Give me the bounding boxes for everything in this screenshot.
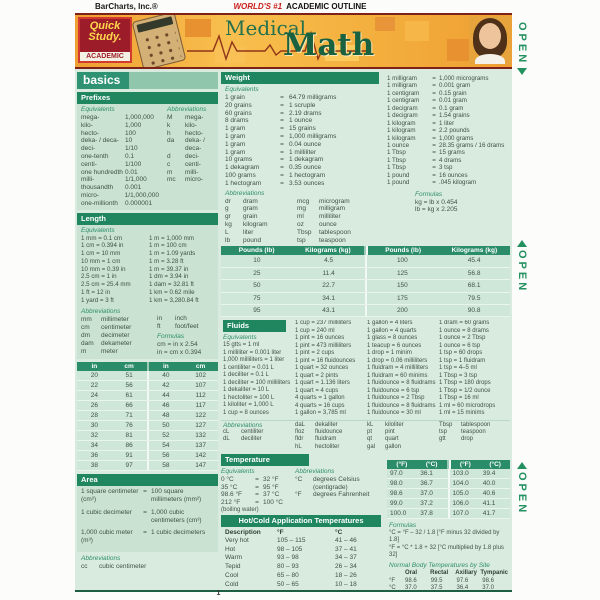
list-item: cc cubic centimeter — [81, 563, 147, 571]
list-item: Tbsp tablespoon — [297, 228, 351, 236]
list-item: 60 grains = 2.19 drams — [225, 109, 322, 117]
prefixes-section — [77, 92, 218, 210]
quickstudy-logo — [78, 17, 132, 63]
list-item: 212 °F = 100 °C — [221, 499, 283, 507]
column-header — [389, 570, 405, 578]
list-item: 1 milliliter = 0.001 liter — [223, 349, 282, 356]
list-item: gr grain — [225, 213, 258, 221]
list-item: mega- 1,000,000 — [81, 114, 154, 121]
formula-line: °C = °F – 32 / 1.8 [°F minus 32 divided by 1.8] — [389, 529, 500, 544]
weight-section — [221, 72, 379, 244]
list-item: m milli- — [167, 168, 199, 176]
list-item: 1 teacup = 6 ounces — [367, 342, 422, 349]
list-item: in inch — [157, 315, 187, 323]
length-equivalents-col1 — [81, 235, 145, 305]
logo-word-academic: ACADEMIC — [80, 52, 130, 61]
column-header: °C — [335, 528, 343, 536]
weight-equivalents-right — [387, 72, 510, 244]
table-row: Tepid 80 – 93 26 – 34 — [225, 563, 357, 571]
list-item: 1 gram = 0.04 ounce — [225, 140, 322, 148]
list-item: 20 grains = 1 scruple — [225, 101, 316, 109]
list-item: 1 pound = .045 kilogram — [387, 179, 477, 187]
list-item: lb pound — [225, 236, 262, 244]
list-item: 1 ounce = 8 drams — [439, 327, 489, 334]
list-item: 1 decigram = 0.1 gram — [387, 104, 464, 112]
column-header: Rectal — [430, 569, 449, 576]
fluids-col2 — [295, 320, 364, 418]
list-item: Tbsp tablespoon — [439, 421, 491, 428]
list-item: pt pint — [367, 429, 395, 436]
list-item: 1 ounce = 6 tsp — [439, 342, 481, 349]
column-header: Axillary — [455, 569, 477, 576]
list-item: 4 quarts = 1 gallon — [295, 395, 345, 402]
list-item: 1 milligram = 0.001 gram — [387, 82, 471, 90]
list-item: 1 Tbsp = 4 drams — [387, 156, 462, 164]
list-item: 1 kilogram = 1 liter — [387, 119, 455, 127]
table-row: Cold 50 – 65 10 – 18 — [225, 580, 357, 588]
list-item: 1 dekaliter = 10 L — [223, 387, 270, 394]
list-item: 1 ft = 12 in — [81, 288, 111, 296]
list-item: 1 fluidounce = 2 Tbsp — [367, 395, 425, 402]
list-item: 1 quart = 4 cups — [295, 387, 339, 394]
formula-line: cm = in x 2.54 — [157, 340, 198, 348]
list-item: fldr fluidram — [295, 436, 337, 443]
arrow-down-icon — [517, 68, 527, 75]
list-item: 1 gram = 1,000 milligrams — [225, 132, 337, 140]
list-item: 1 pint = 2 cups — [295, 350, 335, 357]
list-item: 1 cup = 8 ounces — [223, 409, 269, 416]
fluids-abbreviations — [221, 420, 510, 451]
page-number: 1 — [216, 590, 221, 597]
list-item: 1 tsp = 4–5 ml — [439, 365, 477, 372]
tagline — [160, 2, 440, 11]
temperature-header: Temperature — [221, 454, 309, 466]
table-row: Hot 98 – 105 37 – 41 — [225, 545, 357, 553]
list-item: hL hectoliter — [295, 443, 340, 450]
list-item: 1 Tbsp = 3 tsp — [439, 372, 478, 379]
model-face — [479, 23, 501, 49]
list-item: floz fluidounce — [295, 429, 343, 436]
table-row: 24 61 44 112 — [77, 391, 218, 401]
hotcold-header: Hot/Cold Application Temperatures — [221, 515, 381, 527]
prefixes-equivalents — [77, 104, 159, 208]
content-area — [75, 69, 512, 591]
table-row: °F 98.6 99.5 97.6 98.6 — [389, 577, 494, 584]
list-item: 1 drop = 1 minim — [367, 350, 412, 357]
list-item: 1 m = 1,000 mm — [149, 234, 194, 242]
list-item: 1 cup = 237 milliliters — [295, 320, 352, 327]
list-item: 15 gtts = 1 ml — [223, 342, 260, 349]
list-item: 1 cubic decimeter = 1,000 cubic centimeters (cm³) — [81, 508, 202, 524]
list-item: 1 gram = 15 grains — [225, 125, 316, 133]
table-row: 26 66 46 117 — [77, 401, 218, 411]
list-item: 1 Tbsp = 3 tsp — [387, 164, 453, 172]
list-item: oz ounce — [297, 220, 337, 228]
table-row: °C 37.0 37.5 36.4 37.0 — [389, 585, 494, 591]
list-item: cL centiliter — [223, 428, 264, 435]
list-item: mc micro- — [167, 176, 204, 184]
table-row: 100.0 37.8 107.0 41.7 — [387, 509, 510, 519]
table-row: 34 86 54 137 — [77, 441, 218, 451]
column-header: (°F) — [396, 460, 408, 468]
list-item: centi- 1/100 — [81, 160, 142, 168]
list-item: 1 dm = 3.94 in — [149, 273, 189, 281]
list-item: d deci- — [167, 152, 200, 160]
basics-column — [77, 72, 218, 591]
list-item: 1 dekagram = 0.35 ounce — [225, 164, 322, 172]
body-temps-table — [387, 570, 510, 591]
tagline-worlds: WORLD'S #1 — [233, 2, 283, 11]
list-item: 8 drams = 1 ounce — [225, 117, 313, 125]
list-item: 1 m = 1.09 yards — [149, 250, 196, 258]
list-item: 1 gram = 1 milliliter — [225, 148, 317, 156]
list-item: 1 kilogram = 2.2 pounds — [387, 127, 470, 135]
temperature-section — [221, 454, 381, 591]
list-item: cm centimeter — [81, 324, 132, 332]
list-item: kL kiloliter — [367, 421, 404, 428]
open-tab — [514, 240, 530, 293]
table-row: 97.0 36.1 103.0 39.4 — [387, 469, 510, 479]
list-item: 1 cm = 0.394 in — [81, 242, 124, 250]
list-item: one-millionth 0.000001 — [81, 199, 153, 207]
list-item: 1 m = 100 cm — [149, 242, 187, 250]
list-item: 1 gallon = 4 liters — [367, 320, 413, 327]
card-title-medical: Medical — [225, 16, 307, 40]
list-item: milli- 1/1,000 — [81, 176, 147, 184]
table-row: 38 97 58 147 — [77, 461, 218, 471]
brand-text: BarCharts, Inc.® — [95, 2, 158, 11]
table-header — [221, 246, 510, 255]
model-shirt — [475, 54, 505, 64]
list-item: ft foot/feet — [157, 323, 199, 331]
list-item: deka- / deca- 10 — [81, 137, 133, 145]
column-header: Kilograms (kg) — [451, 247, 498, 255]
list-item: deci- 1/10 — [81, 145, 138, 153]
weight-abbr-col2 — [297, 198, 379, 245]
table-header — [387, 460, 510, 469]
logo-word-quick: Quick — [89, 20, 121, 32]
list-item: 1 tsp = 60 drops — [439, 350, 483, 357]
table-row: 30 76 50 127 — [77, 421, 218, 431]
abbreviations-label: Abbreviations — [225, 189, 265, 197]
list-item: 4 quarts = 16 cups — [295, 402, 345, 409]
list-item: mm millimeter — [81, 316, 129, 324]
table-row: 36 91 56 142 — [77, 451, 218, 461]
fluids-col1 — [223, 320, 292, 418]
list-item: 1 quart = 2 pints — [295, 372, 339, 379]
list-item: 1 centigram = 0.15 grain — [387, 89, 467, 97]
formula-line: kg = lb x 0.454 — [415, 198, 458, 206]
column-header: Pounds (lb) — [366, 246, 439, 255]
length-section — [77, 213, 218, 359]
formula-line: in = cm x 0.394 — [157, 348, 202, 356]
fahrenheit-celsius-table — [387, 460, 510, 519]
column-header: (°C) — [489, 460, 501, 468]
area-header: Area — [77, 474, 218, 486]
list-item: 35 °C = 95 °F — [221, 483, 279, 491]
formulas-label: Formulas — [157, 332, 185, 340]
list-item: °F degrees Fahrenheit — [295, 491, 370, 499]
list-item: gtt drop — [439, 436, 474, 443]
list-item: 1 gallon = 3,785 ml — [295, 410, 346, 417]
open-tab — [514, 462, 530, 515]
table-row: Very hot 105 – 115 41 – 46 — [225, 536, 357, 544]
column-header: cm — [112, 362, 149, 371]
length-header: Length — [77, 213, 218, 225]
list-item: 1 hectoliter = 100 L — [223, 394, 275, 401]
list-item: 1 m = 39.37 in — [149, 265, 189, 273]
arrow-up-icon — [517, 462, 527, 469]
open-label: OPEN — [516, 22, 528, 66]
list-item: 1 centiliter = 0.01 L — [223, 364, 274, 371]
list-item: 1 cup = 240 ml — [295, 327, 335, 334]
length-equivalents-col2 — [149, 235, 214, 305]
boiling-water-note: (boiling water) — [221, 506, 259, 513]
table-row: 22 56 42 107 — [77, 381, 218, 391]
list-item: 1 km = 3,280.84 ft — [149, 296, 199, 304]
list-item: 1 square centimeter (cm²) = 100 square millimeters (mm²) — [81, 487, 202, 503]
list-item: 1 grain = 64.79 milligrams — [225, 94, 337, 101]
list-item: 2.5 cm = 25.4 mm — [81, 281, 131, 289]
list-item: 1 kiloliter = 1,000 L — [223, 402, 274, 409]
temperature-right-column — [387, 454, 510, 591]
list-item: g gram — [225, 205, 258, 213]
list-item: 1 pint = 16 fluidounces — [295, 357, 356, 364]
list-item: 1 Tbsp = 16 ml — [439, 395, 479, 402]
weight-formulas — [415, 191, 510, 215]
formulas-label: Formulas — [415, 190, 443, 198]
column-header: (°F) — [449, 460, 481, 469]
table-row: 20 51 40 102 — [77, 371, 218, 381]
equivalents-label: Equivalents — [223, 334, 257, 342]
column-header: °F — [277, 528, 284, 536]
table-header — [389, 570, 508, 578]
column-header: Kilograms (kg) — [292, 246, 365, 255]
column-header: in — [91, 362, 98, 370]
list-item: dam dekameter — [81, 339, 132, 347]
list-item: gal gallon — [367, 443, 402, 450]
list-item: 1 yard = 3 ft — [81, 296, 114, 304]
list-item: 1 kilogram = 1,000 grams — [387, 134, 474, 142]
area-abbreviations — [77, 555, 218, 571]
list-item: 1 dam = 32.81 ft — [149, 281, 194, 289]
list-item: 1 decigram = 1.54 grains — [387, 112, 470, 120]
list-item: 10 grams = 1 dekagram — [225, 156, 324, 164]
equivalents-label: Equivalents — [81, 106, 115, 113]
column-header: Description — [225, 528, 261, 536]
equivalents-label: Equivalents — [221, 467, 255, 475]
open-label: OPEN — [516, 250, 528, 294]
column-header: cm — [195, 362, 206, 370]
list-item: 1 fluidounce = 8 fluidrams — [367, 402, 436, 409]
list-item: thousandth 0.001 — [81, 184, 142, 192]
list-item: dm decimeter — [81, 331, 130, 339]
card-title-math: Math — [283, 27, 375, 63]
table-row: 10 4.5 100 45.4 — [221, 255, 510, 267]
table-row: 32 81 52 132 — [77, 431, 218, 441]
list-item: da deka- / deca- — [167, 137, 205, 153]
abbreviations-label: Abbreviations — [223, 421, 263, 429]
list-item: 1 pound = 16 ounces — [387, 171, 468, 179]
fluids-col3 — [367, 320, 436, 418]
table-row: 50 22.7 150 68.1 — [221, 280, 510, 292]
list-item: 1 quart = 32 ounces — [295, 365, 349, 372]
list-item: 1 glass = 8 ounces — [367, 335, 418, 342]
length-abbr2-formulas — [157, 306, 218, 356]
list-item: 1 dram = 60 grains — [439, 320, 490, 327]
list-item: 1 ml = 60 microdrops — [439, 402, 496, 409]
list-item: 10 mm = 1 cm — [81, 257, 121, 265]
logo-word-study: Study. — [88, 31, 122, 43]
equivalents-label: Equivalents — [225, 86, 259, 93]
main-column — [221, 72, 510, 591]
pounds-kilograms-table — [221, 246, 510, 317]
list-item: 1,000 milliliters = 1 liter — [223, 357, 285, 364]
list-item: 1 fluidounce = 8 fluidrams — [367, 380, 436, 387]
list-item: one hundredth 0.01 — [81, 168, 138, 176]
list-item: 1 Tbsp = 15 grams — [387, 149, 465, 157]
list-item: 1 mm = 0.1 cm — [81, 234, 123, 242]
calculator-keys — [139, 27, 182, 67]
list-item: 1 drop = 0.06 milliliters — [367, 357, 428, 364]
list-item: 1 deciliter = 0.1 L — [223, 372, 269, 379]
abbreviations-label: Abbreviations — [295, 467, 335, 475]
in-cm-table — [77, 362, 218, 471]
list-item: one-tenth 0.1 — [81, 152, 135, 160]
list-item: 1 gallon = 4 quarts — [367, 327, 417, 334]
list-item: c centi- — [167, 160, 201, 168]
basics-label: basics — [77, 72, 129, 89]
open-tab — [514, 22, 530, 75]
list-item: 1 quart = 1.136 liters — [295, 380, 350, 387]
list-item: 1 cm = 10 mm — [81, 250, 121, 258]
table-row: 98.6 37.0 105.0 40.6 — [387, 489, 510, 499]
fluids-section — [221, 320, 510, 450]
formula-line: °F = °C * 1.8 + 32 [°C multiplied by 1.8 plus 32] — [389, 544, 504, 559]
list-item: k kilo- — [167, 121, 197, 129]
list-item: 1 tsp = 1 fluidram — [439, 357, 486, 364]
fluids-header: Fluids — [223, 320, 286, 332]
list-item: 1 fluidounce = 6 tsp — [367, 387, 420, 394]
list-item: mg milligram — [297, 205, 345, 213]
table-row: 95 43.1 200 90.8 — [221, 305, 510, 317]
table-row: 75 34.1 175 79.5 — [221, 293, 510, 305]
table-row: Cool 65 – 80 18 – 26 — [225, 571, 357, 579]
arrow-up-icon — [517, 240, 527, 247]
model-photo — [469, 16, 511, 64]
prefixes-header: Prefixes — [77, 92, 218, 104]
open-label: OPEN — [516, 472, 528, 516]
table-row: 28 71 48 122 — [77, 411, 218, 421]
list-item: 1 fluidram = 60 minims — [367, 372, 428, 379]
list-item: 1 centigram = 0.01 gram — [387, 97, 467, 105]
list-item: dr dram — [225, 197, 258, 205]
weight-abbr-col1 — [221, 198, 293, 245]
reference-card — [75, 13, 512, 592]
prefixes-abbreviations — [163, 104, 218, 208]
list-item: 100 grams = 1 hectogram — [225, 171, 326, 179]
list-item: h hecto- — [167, 129, 204, 137]
list-item: ml milliliter — [297, 213, 341, 221]
column-header: Tympanic — [480, 569, 508, 576]
list-item: 1 fluidounce = 30 ml — [367, 410, 421, 417]
list-item: micro- 1/1,000,000 — [81, 191, 159, 199]
abbreviations-label: Abbreviations — [167, 106, 207, 113]
list-item: tsp teaspoon — [439, 429, 486, 436]
list-item: 1 pint = 473 milliliters — [295, 342, 352, 349]
list-item: dL deciliter — [223, 436, 262, 443]
abbreviations-label: Abbreviations — [81, 555, 121, 563]
list-item: 1 ounce = 2 Tbsp — [439, 335, 486, 342]
list-item: 1 deciliter = 100 milliliters — [223, 379, 291, 386]
table-row: 99.0 37.2 106.0 41.1 — [387, 499, 510, 509]
abbreviations-label: Abbreviations — [81, 308, 121, 316]
weight-header: Weight — [221, 72, 379, 84]
list-item: 98.6 °F = 37 °C — [221, 491, 280, 499]
list-item: °C degrees Celsius (centigrade) — [295, 475, 360, 491]
list-item: 1 pint = 16 ounces — [295, 335, 345, 342]
list-item: 1 Tbsp = 1/2 ounce — [439, 387, 491, 394]
basics-tab — [77, 72, 218, 89]
list-item: 1 Tbsp = 180 drops — [439, 380, 491, 387]
basics-tab-fill — [129, 72, 218, 89]
formula-line: lb = kg x 2.205 — [415, 206, 458, 214]
list-item: mcg microgram — [297, 197, 350, 205]
formulas-label: Formulas — [389, 521, 417, 529]
list-item: 1 ounce = 28.35 grams / 16 drams — [387, 141, 505, 149]
column-header: Pounds (lb) — [238, 247, 275, 255]
list-item: hecto- 100 — [81, 129, 136, 137]
list-item: 1 m = 3.28 ft — [149, 257, 184, 265]
list-item: 1 milligram = 1,000 micrograms — [387, 75, 489, 82]
table-row: 98.0 36.7 104.0 40.0 — [387, 479, 510, 489]
list-item: 1 ml = 15 minims — [439, 410, 485, 417]
list-item: 2.5 cm = 1 in — [81, 273, 117, 281]
column-header: Oral — [405, 569, 418, 576]
list-item: L liter — [225, 228, 254, 236]
list-item: daL dekaliter — [295, 421, 338, 428]
list-item: 1 hectogram = 3.53 ounces — [225, 179, 325, 187]
list-item: 1 km = 0.62 mile — [149, 288, 195, 296]
column-header: (°C) — [417, 460, 449, 469]
column-header: in — [162, 362, 169, 370]
tagline-academic: ACADEMIC OUTLINE — [286, 2, 367, 11]
list-item: tsp teaspoon — [297, 236, 346, 244]
banner — [75, 13, 512, 69]
list-item: kilo- 1,000 — [81, 121, 142, 129]
equivalents-label: Equivalents — [81, 226, 115, 234]
body-temps-label: Normal Body Temperatures by Site — [389, 561, 490, 569]
list-item: 0 °C = 32 °F — [221, 475, 279, 483]
list-item: 1,000 cubic meter (m³) = 1 cubic decimeters — [81, 529, 206, 545]
table-header — [77, 362, 218, 371]
area-section — [77, 474, 218, 553]
list-item: M mega- — [167, 114, 204, 121]
list-item: m meter — [81, 347, 118, 355]
list-item: kg kilogram — [225, 220, 268, 228]
list-item: 1 fluidram = 4 milliliters — [367, 365, 429, 372]
length-abbreviations — [77, 306, 153, 356]
fluids-col4 — [439, 320, 508, 418]
hotcold-column-headers — [221, 527, 381, 537]
list-item: 10 mm = 0.39 in — [81, 265, 126, 273]
table-row: Warm 93 – 98 34 – 37 — [225, 554, 357, 562]
list-item: qt quart — [367, 436, 399, 443]
table-row: 25 11.4 125 56.8 — [221, 268, 510, 280]
